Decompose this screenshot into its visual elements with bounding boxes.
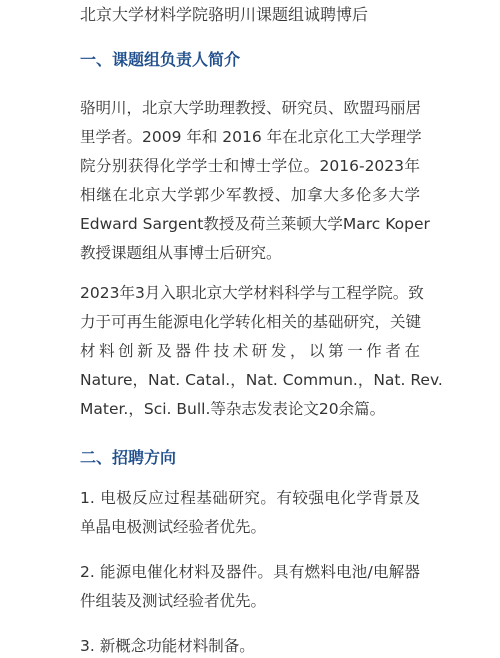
recruitment-item-2 [80,558,420,616]
intro-paragraph-bio [80,94,430,268]
text-line: 骆明川，北京大学助理教授、研究员、欧盟玛丽居 [80,99,422,117]
text-line: 相继在北京大学郭少军教授、加拿大多伦多大学 [80,186,420,204]
intro-paragraph-research [80,279,443,424]
article-title: 北京大学材料学院骆明川课题组诚聘博后 [80,5,369,24]
text-line: 教授课题组从事博士后研究。 [80,244,282,262]
text-line: 里学者。2009 年和 2016 年在北京化工大学理学 [80,128,422,146]
text-line: 2. 能源电催化材料及器件。具有燃料电池/电解器 [80,563,420,581]
text-line: 院分别获得化学学士和博士学位。2016-2023年 [80,157,420,175]
text-line: 力于可再生能源电化学转化相关的基础研究，关键 [80,313,422,331]
text-line: 2023年3月入职北京大学材料科学与工程学院。致 [80,284,424,302]
text-line: 3. 新概念功能材料制备。 [80,637,255,655]
text-line: Mater.，Sci. Bull.等杂志发表论文20余篇。 [80,400,386,418]
text-line: Edward Sargent教授及荷兰莱顿大学Marc Koper [80,215,430,233]
text-line: 材料创新及器件技术研发，以第一作者在 [80,342,420,360]
text-line: 1. 电极反应过程基础研究。有较强电化学背景及 [80,489,420,507]
text-line: 件组装及测试经验者优先。 [80,592,267,610]
section-heading-recruitment: 二、招聘方向 [80,448,177,467]
section-heading-intro: 一、课题组负责人简介 [80,50,241,69]
text-line: 单晶电极测试经验者优先。 [80,518,267,536]
recruitment-item-1 [80,484,420,542]
recruitment-item-3 [80,632,420,658]
text-line: Nature，Nat. Catal.，Nat. Commun.，Nat. Rev. [80,371,443,389]
